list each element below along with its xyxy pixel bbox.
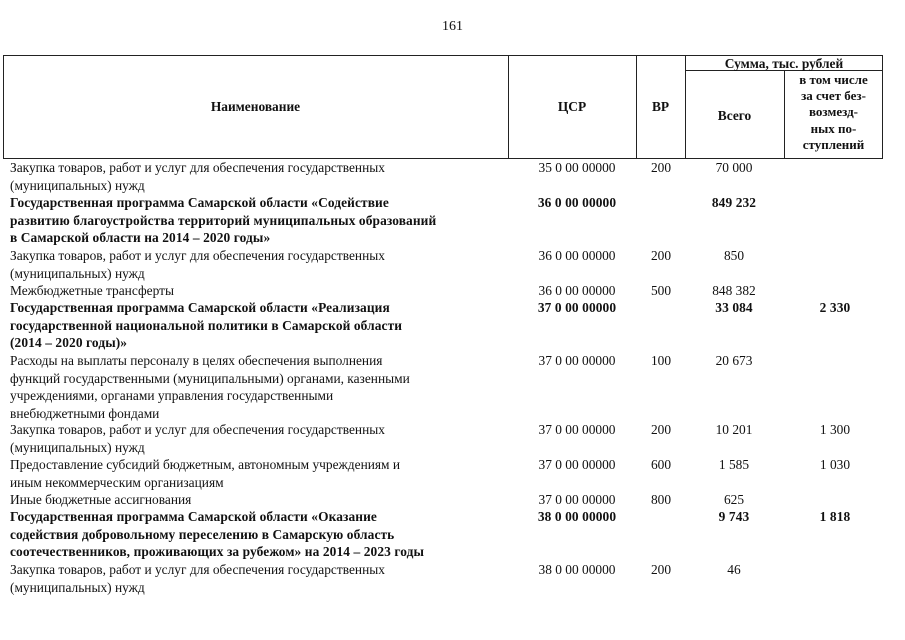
row-name-line: соотечественников, проживающих за рубежом» на 2014 – 2023 годы [10, 544, 425, 559]
row-name [10, 491, 500, 509]
row-name-line: Государственная программа Самарской области «Содействие [10, 195, 389, 210]
row-vr: 500 [650, 283, 672, 298]
row-name-line: государственной национальной политики в Самарской области [10, 317, 403, 333]
row-vr: 600 [650, 457, 672, 472]
row-csr: 36 0 00 00000 [538, 248, 616, 263]
row-total: 850 [723, 248, 745, 263]
row-name-line: Межбюджетные трансферты [10, 283, 174, 298]
row-name-line: Государственная программа Самарской области «Оказание [10, 509, 377, 524]
row-name [10, 508, 500, 561]
header-bz [785, 72, 882, 153]
row-name-line: в Самарской области на 2014 – 2020 годы» [10, 230, 271, 245]
row-name-line: внебюджетными фондами [10, 405, 160, 421]
row-name-line: Закупка товаров, работ и услуг для обеспечения государственных [10, 422, 385, 437]
row-vr: 100 [650, 353, 672, 368]
row-name [10, 247, 500, 282]
row-bz: 2 330 [819, 300, 851, 315]
row-total: 9 743 [718, 509, 750, 524]
header-bz-line: ступлений [802, 136, 865, 152]
row-csr: 37 0 00 00000 [538, 457, 616, 472]
row-csr: 35 0 00 00000 [538, 160, 616, 175]
row-name-line: учреждениями, органами управления государственными [10, 388, 334, 403]
row-bz: 1 030 [819, 457, 851, 472]
row-csr: 37 0 00 00000 [537, 300, 617, 315]
row-vr: 200 [650, 562, 672, 577]
row-vr: 200 [650, 248, 672, 263]
row-name-line: содействия добровольному переселению в Самарскую область [10, 526, 395, 542]
header-bz-line: за счет без- [801, 88, 866, 104]
row-name [10, 456, 500, 491]
row-name [10, 194, 500, 247]
header-bz-line: ных по- [810, 120, 857, 136]
row-name-line: Закупка товаров, работ и услуг для обеспечения государственных [10, 160, 385, 175]
row-name-line: (муниципальных) нужд [10, 177, 145, 193]
row-name-line: иным некоммерческим организациям [10, 474, 224, 490]
header-csr: ЦСР [557, 99, 587, 114]
row-name [10, 352, 500, 422]
page-number: 161 [442, 19, 463, 34]
row-name [10, 159, 500, 194]
row-total: 848 382 [712, 283, 756, 298]
row-total: 70 000 [715, 160, 753, 175]
header-bz-line: возмезд- [809, 104, 858, 120]
header-name: Наименование [210, 99, 301, 114]
row-total: 849 232 [711, 195, 757, 210]
row-name-line: Закупка товаров, работ и услуг для обеспечения государственных [10, 248, 385, 263]
row-csr: 38 0 00 00000 [538, 562, 616, 577]
row-bz: 1 300 [819, 422, 851, 437]
row-total: 625 [723, 492, 745, 507]
row-name-line: (муниципальных) нужд [10, 439, 145, 455]
row-csr: 37 0 00 00000 [538, 492, 616, 507]
row-total: 33 084 [715, 300, 753, 315]
row-csr: 36 0 00 00000 [537, 195, 617, 210]
header-bz-line: в том числе [799, 72, 868, 87]
row-csr: 37 0 00 00000 [538, 422, 616, 437]
row-name-line: Предоставление субсидий бюджетным, автономным учреждениям и [10, 457, 401, 472]
row-bz: 1 818 [819, 509, 851, 524]
header-total: Всего [717, 108, 752, 123]
row-name [10, 561, 500, 596]
header-vr: ВР [651, 99, 670, 114]
row-total: 10 201 [715, 422, 753, 437]
row-csr: 36 0 00 00000 [538, 283, 616, 298]
row-name-line: Государственная программа Самарской области «Реализация [10, 300, 390, 315]
row-total: 20 673 [715, 353, 753, 368]
row-total: 46 [727, 562, 741, 577]
row-csr: 38 0 00 00000 [537, 509, 617, 524]
row-name-line: развитию благоустройства территорий муниципальных образований [10, 212, 437, 228]
row-name [10, 299, 500, 352]
row-vr: 200 [650, 422, 672, 437]
header-sum: Сумма, тыс. рублей [724, 56, 844, 71]
row-name [10, 421, 500, 456]
row-name-line: (муниципальных) нужд [10, 579, 145, 595]
row-name-line: (2014 – 2020 годы)» [10, 335, 128, 350]
row-name [10, 282, 500, 300]
row-name-line: (муниципальных) нужд [10, 265, 145, 281]
row-total: 1 585 [718, 457, 750, 472]
row-csr: 37 0 00 00000 [538, 353, 616, 368]
row-name-line: Расходы на выплаты персоналу в целях обеспечения выполнения [10, 353, 383, 368]
row-vr: 200 [650, 160, 672, 175]
row-vr: 800 [650, 492, 672, 507]
row-name-line: Закупка товаров, работ и услуг для обеспечения государственных [10, 562, 385, 577]
row-name-line: Иные бюджетные ассигнования [10, 492, 192, 507]
row-name-line: функций государственными (муниципальными) органами, казенными [10, 370, 410, 386]
